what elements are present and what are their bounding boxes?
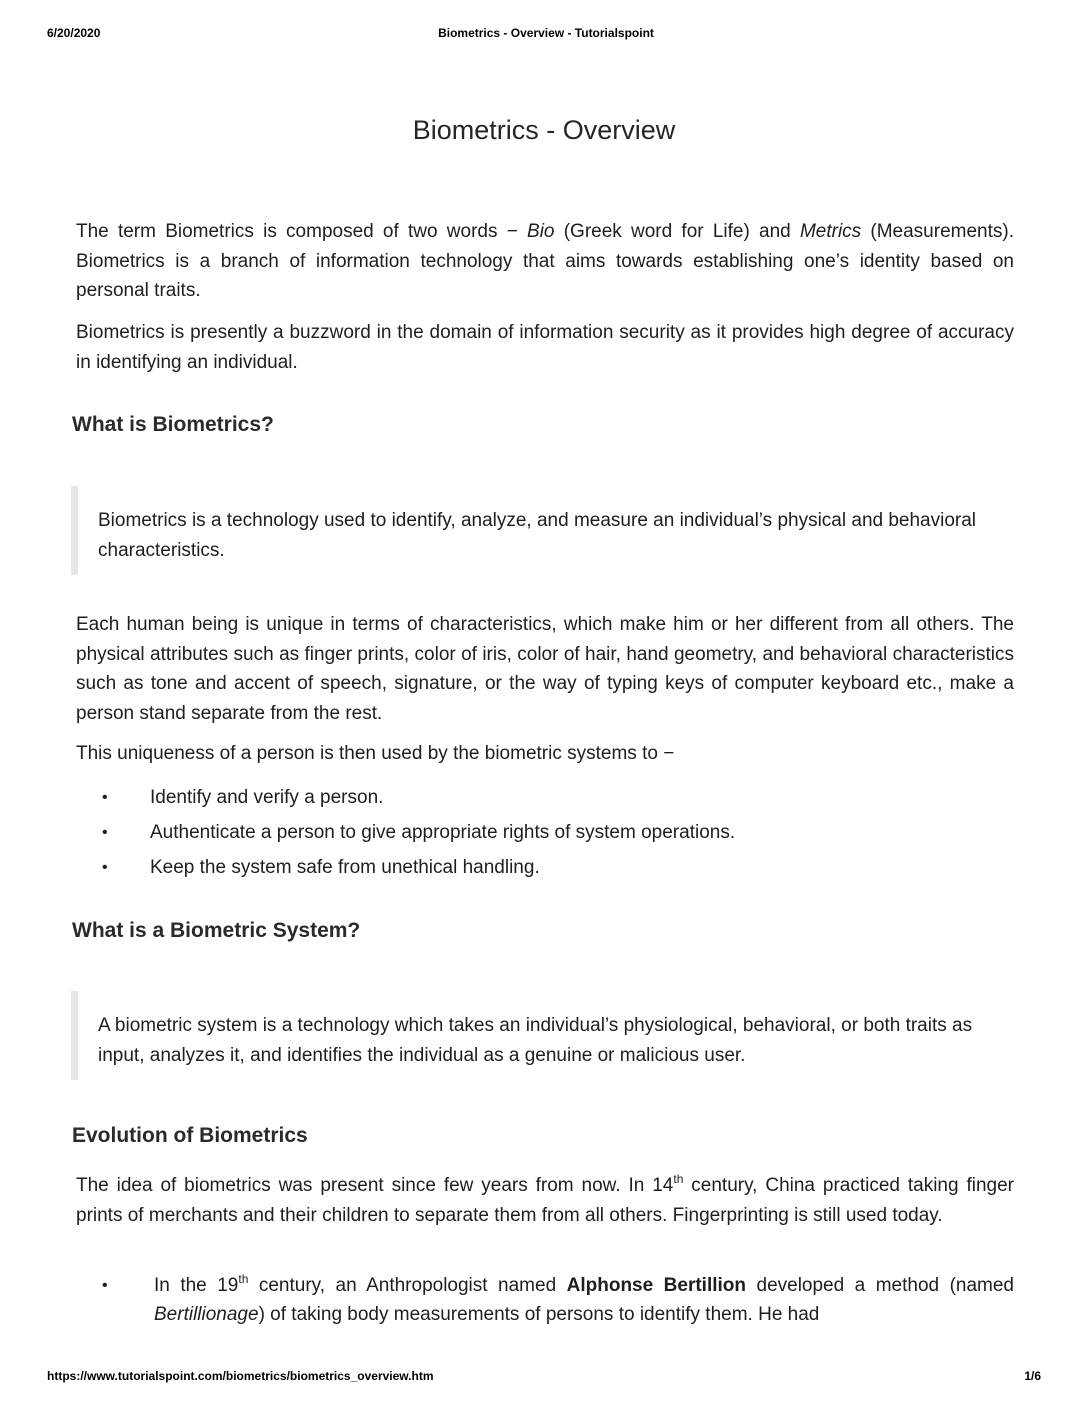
evolution-paragraph <box>76 1171 1014 1230</box>
list-item <box>76 1271 1014 1329</box>
list-item-text: Authenticate a person to give appropriate rights of system operations. <box>150 822 736 843</box>
method-name: Bertillionage <box>154 1304 259 1325</box>
text: In the 19 <box>154 1275 239 1296</box>
superscript: th <box>238 1272 249 1286</box>
quote-text: A biometric system is a technology which takes an individual’s physiological, behavioral, or both traits as input, analyzes it, and identifies the individual as a genuine or malicious user. <box>98 1015 973 1066</box>
bullet-icon: • <box>102 1277 108 1294</box>
uniqueness-paragraph <box>76 610 1014 728</box>
print-header <box>0 26 1088 42</box>
bullet-icon: • <box>102 824 108 841</box>
text: century, China practiced taking finger prints of merchants and their children to separate them from all others. Fingerprinting is still used today. <box>76 1175 1014 1226</box>
text: (Measurements). Biometrics is a branch of information technology that aims towards establishing one’s identity based on personal traits. <box>76 221 1014 301</box>
list-item <box>76 818 1014 847</box>
heading-what-is-biometrics: What is Biometrics? <box>72 413 274 436</box>
text: developed a method (named <box>746 1275 1015 1296</box>
superscript: th <box>673 1172 684 1186</box>
paragraph-text: Each human being is unique in terms of characteristics, which make him or her different from all others. The physical attributes such as finger prints, color of iris, color of hair, hand geometry, and behavioral characteristics such as tone and accent of speech, signature, or the way of typing keys of computer keyboard etc., make a person stand separate from the rest. <box>76 614 1014 724</box>
print-date: 6/20/2020 <box>47 26 101 40</box>
list-item-text: Identify and verify a person. <box>150 787 384 808</box>
text: The idea of biometrics was present since few years from now. In 14 <box>76 1175 674 1196</box>
intro-paragraph-2 <box>76 318 1014 377</box>
quote-text: Biometrics is a technology used to identify, analyze, and measure an individual’s physical and behavioral characteristics. <box>98 510 977 561</box>
person-name: Alphonse Bertillion <box>566 1275 747 1296</box>
term-metrics: Metrics <box>799 221 862 242</box>
text: ) of taking body measurements of persons to identify them. He had <box>258 1304 820 1325</box>
bullet-icon: • <box>102 859 108 876</box>
print-doc-title: Biometrics - Overview - Tutorialspoint <box>438 26 654 40</box>
page-number: 1/6 <box>1024 1369 1041 1383</box>
print-footer <box>0 1369 1088 1385</box>
evolution-list <box>76 1271 1014 1335</box>
list-item <box>76 783 1014 812</box>
definition-quote <box>71 486 1011 575</box>
heading-evolution: Evolution of Biometrics <box>72 1124 308 1147</box>
uses-intro-paragraph <box>76 739 1014 769</box>
paragraph-text: Biometrics is presently a buzzword in the domain of information security as it provides high degree of accuracy in identifying an individual. <box>76 322 1014 373</box>
bullet-icon: • <box>102 789 108 806</box>
text: century, an Anthropologist named <box>248 1275 567 1296</box>
list-item <box>76 853 1014 882</box>
page-title: Biometrics - Overview <box>412 115 676 146</box>
uses-list <box>76 783 1014 888</box>
print-url: https://www.tutorialspoint.com/biometrics/biometrics_overview.htm <box>47 1369 434 1383</box>
text: The term Biometrics is composed of two words − <box>76 221 528 242</box>
text: (Greek word for Life) and <box>554 221 800 242</box>
list-item-text: Keep the system safe from unethical handling. <box>150 857 540 878</box>
intro-paragraph-1 <box>76 217 1014 306</box>
paragraph-text: This uniqueness of a person is then used by the biometric systems to − <box>76 743 675 764</box>
heading-biometric-system: What is a Biometric System? <box>72 919 361 942</box>
system-quote <box>71 991 1011 1080</box>
term-bio: Bio <box>527 221 555 242</box>
